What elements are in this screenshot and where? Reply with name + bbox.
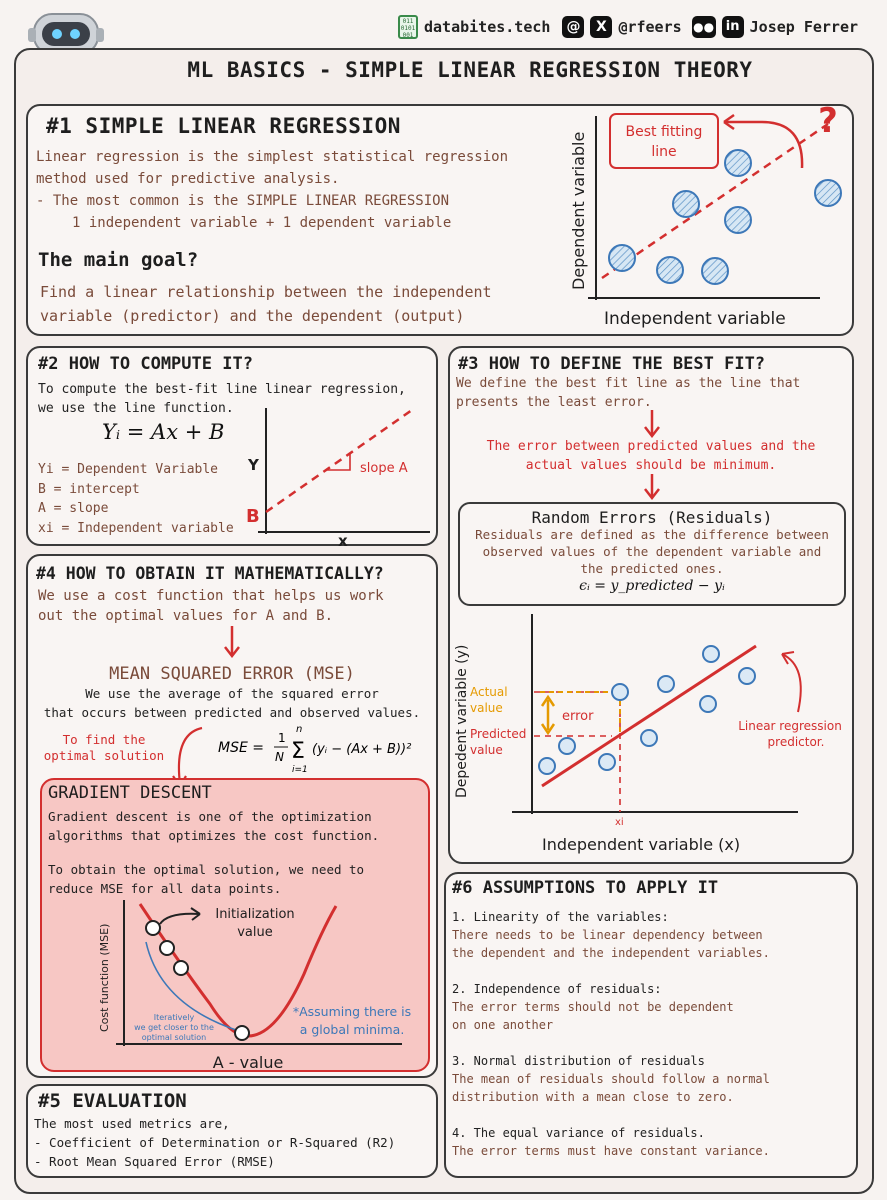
predictor-label-1: Linear regression	[738, 719, 842, 733]
section-3-intro	[456, 374, 846, 412]
s3-point	[658, 676, 674, 692]
mse-line-1: We use the average of the squared error	[85, 686, 379, 701]
mse-title: MEAN SQUARED ERROR (MSE)	[109, 664, 355, 684]
section-6-title: #6 ASSUMPTIONS TO APPLY IT	[452, 878, 719, 898]
s2-def-2: B = intercept	[38, 481, 140, 497]
s2-x-label: x	[338, 532, 348, 546]
s3-requirement	[456, 437, 846, 475]
mse-frac-top: 1	[278, 731, 286, 745]
author-name: Josep Ferrer	[749, 18, 859, 36]
mse-rhs: (yᵢ − (Ax + B))²	[312, 742, 412, 757]
gd-title: GRADIENT DESCENT	[48, 783, 212, 803]
s3-point	[612, 684, 628, 700]
section-3-title: #3 HOW TO DEFINE THE BEST FIT?	[458, 354, 766, 374]
assumption-2	[452, 980, 852, 1034]
gd-line-3: To obtain the optimal solution, we need to	[48, 862, 365, 877]
find-line-2: optimal solution	[43, 748, 165, 763]
residuals-text	[460, 526, 844, 577]
assumption-2-line-2: on one another	[452, 1018, 554, 1032]
main-goal-title: The main goal?	[38, 249, 199, 271]
res-line-2: observed values of the dependent variable and	[482, 544, 822, 559]
gd-x-label: A - value	[212, 1053, 284, 1072]
residuals-title: Random Errors (Residuals)	[531, 508, 773, 527]
s1-point	[725, 207, 751, 233]
iter-label-2: we get closer to the	[134, 1023, 214, 1032]
assumption-1	[452, 908, 852, 962]
iter-label-3: optimal solution	[141, 1033, 207, 1042]
question-mark: ?	[818, 106, 838, 141]
s2-line-1: To compute the best-fit line linear regression,	[38, 382, 406, 397]
section-2-title: #2 HOW TO COMPUTE IT?	[38, 354, 253, 374]
page-title: ML BASICS - SIMPLE LINEAR REGRESSION THEORY	[187, 58, 753, 82]
threads-icon[interactable]: @	[562, 16, 584, 38]
s3-point	[559, 738, 575, 754]
s1-point	[725, 150, 751, 176]
s3-arrow-1	[642, 410, 662, 438]
assumption-4-title: 4. The equal variance of residuals.	[452, 1126, 705, 1140]
gd-line-4: reduce MSE for all data points.	[48, 881, 282, 896]
init-label-1: Initialization	[215, 907, 295, 922]
s2-y-label: Y	[248, 456, 259, 474]
slope-label: slope A	[360, 461, 408, 476]
res-line-1: Residuals are defined as the difference between	[475, 527, 829, 542]
goal-line-1: Find a linear relationship between the independent	[40, 283, 492, 301]
assumption-2-line-1: The error terms should not be dependent	[452, 1000, 734, 1014]
mse-sum-top: n	[296, 724, 303, 735]
section-1-text	[36, 146, 576, 234]
twitter-handle[interactable]: @rfeers	[618, 18, 682, 36]
gd-step-point	[174, 961, 188, 975]
site-link[interactable]: databites.tech	[424, 18, 551, 36]
s3-point	[739, 668, 755, 684]
line-function-chart	[240, 400, 436, 546]
section-5-text	[34, 1114, 434, 1171]
medium-icon[interactable]: ●●	[692, 16, 716, 38]
s3-req-2: actual values should be minimum.	[525, 458, 777, 473]
res-line-3: the predicted ones.	[580, 561, 724, 576]
mse-sum-bottom: i=1	[292, 765, 308, 774]
xi-label: xi	[615, 817, 624, 828]
s2-def-1: Yi = Dependent Variable	[38, 462, 219, 477]
s1-point	[657, 257, 683, 283]
assumption-4-line-1: The error terms must have constant variance.	[452, 1144, 770, 1158]
assumption-3-title: 3. Normal distribution of residuals	[452, 1054, 705, 1068]
predictor-arrow	[782, 654, 801, 712]
s3-x-label: Independent variable (x)	[542, 835, 741, 854]
assumption-1-line-2: the dependent and the independent variables.	[452, 946, 770, 960]
s1-point	[673, 191, 699, 217]
s3-point	[703, 646, 719, 662]
mse-text	[26, 684, 438, 722]
gd-text-2	[48, 860, 426, 898]
assumption-3-line-1: The mean of residuals should follow a normal	[452, 1072, 770, 1086]
goal-line-2: variable (predictor) and the dependent (output)	[40, 307, 465, 325]
find-optimal-label	[34, 732, 174, 764]
iter-label-1: Iteratively	[153, 1013, 195, 1022]
assumption-2-title: 2. Independence of residuals:	[452, 982, 662, 996]
s1-point	[815, 180, 841, 206]
s3-line-1: We define the best fit line as the line that	[456, 376, 801, 391]
s1-line-3: - The most common is the SIMPLE LINEAR REGRESSION	[36, 193, 450, 209]
gd-step-point	[160, 941, 174, 955]
assumption-3-line-2: distribution with a mean close to zero.	[452, 1090, 734, 1104]
init-label-2: value	[237, 925, 273, 940]
predicted-label-2: value	[470, 743, 503, 757]
header-brand-bar	[398, 14, 858, 40]
s2-formula: Yᵢ = Ax + B	[102, 420, 225, 444]
section-5-title: #5 EVALUATION	[38, 1090, 187, 1112]
b-label: B	[246, 506, 260, 527]
s2-def-3: A = slope	[38, 501, 109, 516]
assumption-4	[452, 1124, 852, 1160]
x-icon[interactable]: X	[590, 16, 612, 38]
assumption-1-title: 1. Linearity of the variables:	[452, 910, 669, 924]
find-line-1: To find the	[62, 732, 146, 747]
s3-point	[700, 696, 716, 712]
section-6-assumptions	[452, 908, 852, 1160]
s5-line-2: - Coefficient of Determination or R-Squared (R2)	[34, 1135, 396, 1150]
s1-x-label: Independent variable	[604, 309, 786, 329]
assumption-3	[452, 1052, 852, 1106]
s3-point	[641, 730, 657, 746]
s3-line-2: presents the least error.	[456, 395, 652, 410]
s2-def-4: xi = Independent variable	[38, 520, 234, 536]
linkedin-icon[interactable]: in	[722, 16, 744, 38]
section-4-title: #4 HOW TO OBTAIN IT MATHEMATICALLY?	[36, 564, 384, 583]
actual-label-2: value	[470, 701, 503, 715]
databites-logo-icon: 011 0101 001	[398, 15, 418, 39]
s1-line-2: method used for predictive analysis.	[36, 171, 340, 187]
mse-formula	[214, 722, 434, 774]
s1-y-label: Dependent variable	[569, 131, 588, 290]
assumption-1-line-1: There needs to be linear dependency between	[452, 928, 763, 942]
actual-label-1: Actual	[470, 685, 508, 699]
callout-text-1: Best fitting	[625, 124, 703, 140]
gd-step-point	[146, 921, 160, 935]
s5-line-1: The most used metrics are,	[34, 1116, 230, 1131]
residual-chart	[450, 608, 852, 862]
s3-point	[599, 754, 615, 770]
mse-frac-bottom: N	[275, 750, 284, 764]
gd-step-point	[235, 1026, 249, 1040]
s2-line-2: we use the line function.	[38, 401, 234, 416]
mse-sigma: Σ	[291, 739, 305, 764]
residual-formula: ϵᵢ = y_predicted − yᵢ	[579, 578, 725, 594]
predictor-label-2: predictor.	[767, 735, 825, 749]
gd-line-2: algorithms that optimizes the cost function.	[48, 828, 380, 843]
section-4-intro	[38, 586, 434, 626]
s2-definitions	[38, 460, 268, 538]
mse-line-2: that occurs between predicted and observed values.	[43, 705, 421, 720]
gradient-descent-chart	[90, 894, 426, 1074]
s4-line-2: out the optimal values for A and B.	[38, 608, 334, 624]
gd-text-1	[48, 807, 426, 845]
s1-point	[702, 258, 728, 284]
gd-line-1: Gradient descent is one of the optimization	[48, 809, 372, 824]
s3-y-label: Depedent variable (y)	[454, 644, 470, 798]
assume-label-1: *Assuming there is	[292, 1004, 412, 1019]
s3-arrow-2	[642, 474, 662, 500]
s5-line-3: - Root Mean Squared Error (RMSE)	[34, 1154, 275, 1169]
main-goal-text	[40, 280, 580, 328]
s1-line-1: Linear regression is the simplest statistical regression	[36, 149, 509, 165]
section-1-title: #1 SIMPLE LINEAR REGRESSION	[46, 114, 401, 138]
assume-label-2: a global minima.	[299, 1022, 405, 1037]
error-label: error	[562, 709, 594, 724]
s1-line-4: 1 independent variable + 1 dependent variable	[72, 215, 452, 231]
s1-point	[609, 245, 635, 271]
mse-lhs: MSE =	[218, 740, 264, 756]
s3-point	[539, 758, 555, 774]
predicted-label-1: Predicted	[470, 727, 527, 741]
s4-arrow-1	[222, 626, 242, 658]
best-fit-chart	[566, 106, 850, 334]
callout-text-2: line	[651, 144, 677, 160]
s4-line-1: We use a cost function that helps us work	[38, 588, 384, 604]
gd-y-label: Cost function (MSE)	[98, 923, 111, 1032]
s3-req-1: The error between predicted values and the	[486, 439, 816, 454]
